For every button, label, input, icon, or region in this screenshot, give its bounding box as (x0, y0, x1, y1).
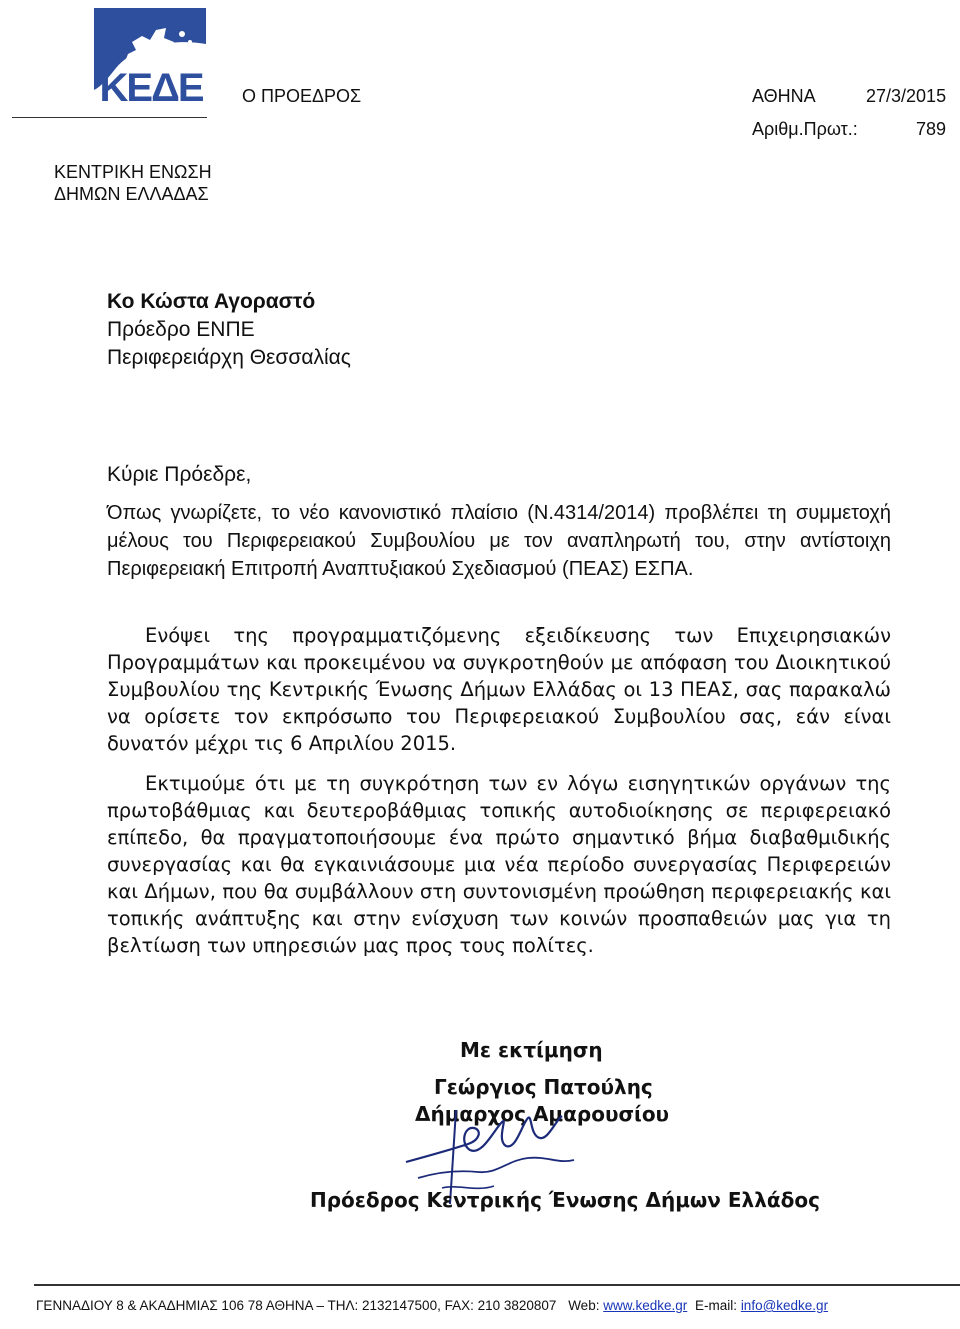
kede-logo (94, 8, 208, 104)
letter-paragraph-1 (107, 499, 891, 583)
org-name-line2: ΔΗΜΩΝ ΕΛΛΑΔΑΣ (54, 184, 209, 204)
office-label: Ο ΠΡΟΕΔΡΟΣ (242, 86, 362, 106)
footer-web-link[interactable]: www.kedke.gr (603, 1298, 688, 1313)
signer-position: Πρόεδρος Κεντρικής Ένωσης Δήμων Ελλάδος (310, 1188, 820, 1212)
city-label: ΑΘΗΝΑ (752, 86, 816, 106)
footer-email-link[interactable]: info@kedke.gr (740, 1298, 829, 1313)
logo-underline (12, 117, 207, 118)
paragraph-1-text: Όπως γνωρίζετε, το νέο κανονιστικό πλαίσιο (Ν.4314/2014) προβλέπει τη συμμετοχή μέλους του Περιφερειακού Συμβουλίου με τον αναπληρωτή του, στην αντίστοιχη Περιφερειακή Επιτροπή Αναπτυξιακού Σχεδιασμού (ΠΕΑΣ) ΕΣΠΑ. (107, 502, 891, 580)
recipient-name: Κο Κώστα Αγοραστό (107, 290, 316, 313)
footer-rule (34, 1284, 960, 1286)
recipient-title: Πρόεδρο ΕΝΠΕ (107, 318, 255, 341)
logo-text: ΚΕΔΕ (99, 66, 203, 104)
letter-paragraph-2 (107, 622, 891, 757)
salutation: Κύριε Πρόεδρε, (107, 463, 252, 486)
footer-web-label: Web: (568, 1298, 600, 1313)
paragraph-2-text: Ενόψει της προγραμματιζόμενης εξειδίκευσης των Επιχειρησιακών Προγραμμάτων και προκειμένου να συγκροτηθούν με απόφαση του Διοικητικού Συμβουλίου της Κεντρικής Ένωσης Δήμων Ελλάδας οι 13 ΠΕΑΣ, σας παρακαλώ να ορίσετε τον εκπρόσωπο του Περιφερειακού Συμβουλίου σας, εάν είναι δυνατόν μέχρι τις 6 Απριλίου 2015. (107, 624, 891, 755)
protocol-number: 789 (916, 119, 947, 139)
footer-email-label: E-mail: (695, 1298, 738, 1313)
protocol-label: Αριθμ.Πρωτ.: (752, 119, 858, 139)
org-name-line1: ΚΕΝΤΡΙΚΗ ΕΝΩΣΗ (54, 162, 212, 182)
letter-paragraph-3 (107, 770, 891, 959)
kede-logo-graphic (94, 8, 208, 104)
signer-role: Δήμαρχος Αμαρουσίου (415, 1102, 670, 1126)
footer (36, 1298, 828, 1313)
signer-name: Γεώργιος Πατούλης (434, 1075, 653, 1099)
footer-address: ΓΕΝΝΑΔΙΟΥ 8 & ΑΚΑΔΗΜΙΑΣ 106 78 ΑΘΗΝΑ – ΤΗΛ: 2132147500, FAX: 210 3820807 (36, 1298, 557, 1313)
letter-date: 27/3/2015 (866, 86, 947, 106)
signature-closing: Με εκτίμηση (460, 1038, 603, 1062)
recipient-region: Περιφερειάρχη Θεσσαλίας (107, 346, 351, 369)
paragraph-3-text: Εκτιμούμε ότι με τη συγκρότηση των εν λόγω εισηγητικών οργάνων της πρωτοβάθμιας και δευτεροβάθμιας τοπικής αυτοδιοίκησης σε περιφερειακό επίπεδο, θα πραγματοποιήσουμε ένα πρώτο σημαντικό βήμα διαβαθμιδικής συνεργασίας και θα εγκαινιάσουμε μια νέα περίοδο συνεργασίας Περιφερειών και Δήμων, που θα συμβάλλουν στη συντονισμένη προώθηση περιφερειακής και τοπικής ανάπτυξης και στην ενίσχυση των κοινών προσπαθειών μας για τη βελτίωση των υπηρεσιών μας προς τους πολίτες. (107, 772, 891, 957)
